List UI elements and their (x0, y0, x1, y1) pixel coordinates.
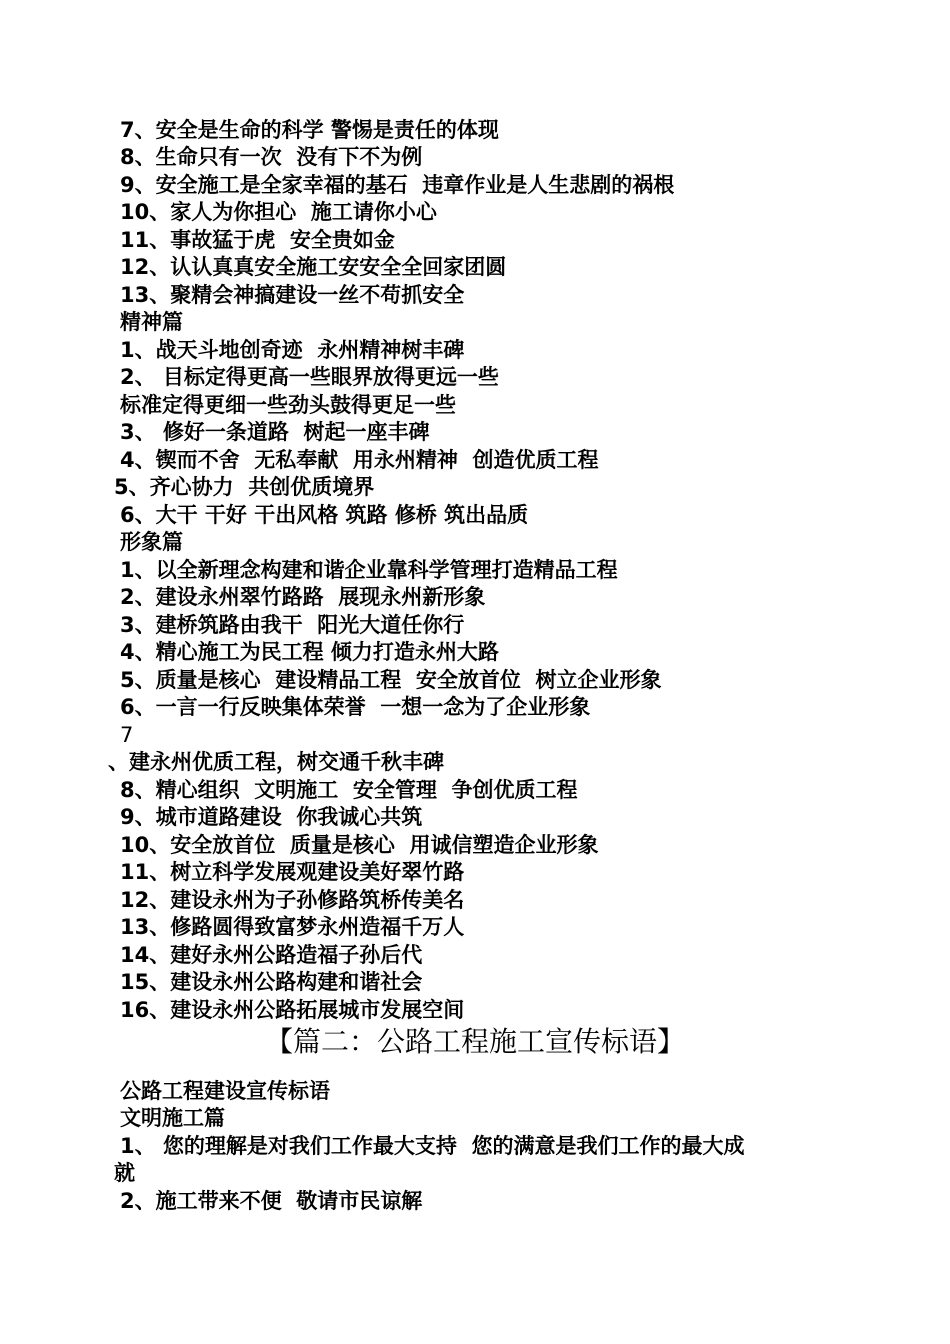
slogan-line: 4、锲而不舍 无私奉献 用永州精神 创造优质工程 (120, 448, 599, 472)
slogan-line: 5、齐心协力 共创优质境界 (114, 475, 375, 499)
slogan-line: 12、认认真真安全施工安安全全回家团圆 (120, 255, 507, 279)
slogan-line: 16、建设永州公路拓展城市发展空间 (120, 998, 465, 1022)
document-subtitle: 公路工程建设宣传标语 (120, 1079, 330, 1103)
slogan-line: 8、生命只有一次 没有下不为例 (120, 145, 423, 169)
section-label: 文明施工篇 (120, 1106, 225, 1130)
slogan-line: 10、家人为你担心 施工请你小心 (120, 200, 437, 224)
slogan-line: 15、建设永州公路构建和谐社会 (120, 970, 423, 994)
slogan-line: 7、安全是生命的科学 警惕是责任的体现 (120, 118, 499, 142)
slogan-line-continuation: 就 (114, 1161, 135, 1185)
slogan-line: 2、施工带来不便 敬请市民谅解 (120, 1189, 423, 1213)
slogan-number: 7 (120, 723, 134, 747)
slogan-line: 3、建桥筑路由我干 阳光大道任你行 (120, 613, 465, 637)
slogan-line: 4、精心施工为民工程 倾力打造永州大路 (120, 640, 499, 664)
section-heading: 【篇二：公路工程施工宣传标语】 (264, 1025, 685, 1058)
slogan-line: 标准定得更细一些劲头鼓得更足一些 (120, 393, 456, 417)
slogan-line: 8、精心组织 文明施工 安全管理 争创优质工程 (120, 778, 578, 802)
slogan-line: 1、 您的理解是对我们工作最大支持 您的满意是我们工作的最大成 (120, 1134, 745, 1158)
slogan-line: 13、聚精会神搞建设一丝不苟抓安全 (120, 283, 465, 307)
slogan-line: 9、城市道路建设 你我诚心共筑 (120, 805, 423, 829)
slogan-line: 3、 修好一条道路 树起一座丰碑 (120, 420, 430, 444)
slogan-line: 12、建设永州为子孙修路筑桥传美名 (120, 888, 465, 912)
slogan-line: 2、建设永州翠竹路路 展现永州新形象 (120, 585, 486, 609)
section-label: 形象篇 (120, 530, 183, 554)
slogan-line: 2、 目标定得更高一些眼界放得更远一些 (120, 365, 499, 389)
slogan-line: 6、一言一行反映集体荣誉 一想一念为了企业形象 (120, 695, 591, 719)
slogan-line: 13、修路圆得致富梦永州造福千万人 (120, 915, 465, 939)
slogan-line: 6、大干 干好 干出风格 筑路 修桥 筑出品质 (120, 503, 529, 527)
slogan-line: 1、以全新理念构建和谐企业靠科学管理打造精品工程 (120, 558, 618, 582)
slogan-line: 5、质量是核心 建设精品工程 安全放首位 树立企业形象 (120, 668, 662, 692)
slogan-line: 11、事故猛于虎 安全贵如金 (120, 228, 395, 252)
section-label: 精神篇 (120, 310, 183, 334)
slogan-line: 14、建好永州公路造福子孙后代 (120, 943, 423, 967)
slogan-line: 10、安全放首位 质量是核心 用诚信塑造企业形象 (120, 833, 599, 857)
slogan-line: 9、安全施工是全家幸福的基石 违章作业是人生悲剧的祸根 (120, 173, 675, 197)
slogan-line: 11、树立科学发展观建设美好翠竹路 (120, 860, 465, 884)
slogan-line: 、建永州优质工程，树交通千秋丰碑 (108, 750, 444, 774)
slogan-line: 1、战天斗地创奇迹 永州精神树丰碑 (120, 338, 465, 362)
